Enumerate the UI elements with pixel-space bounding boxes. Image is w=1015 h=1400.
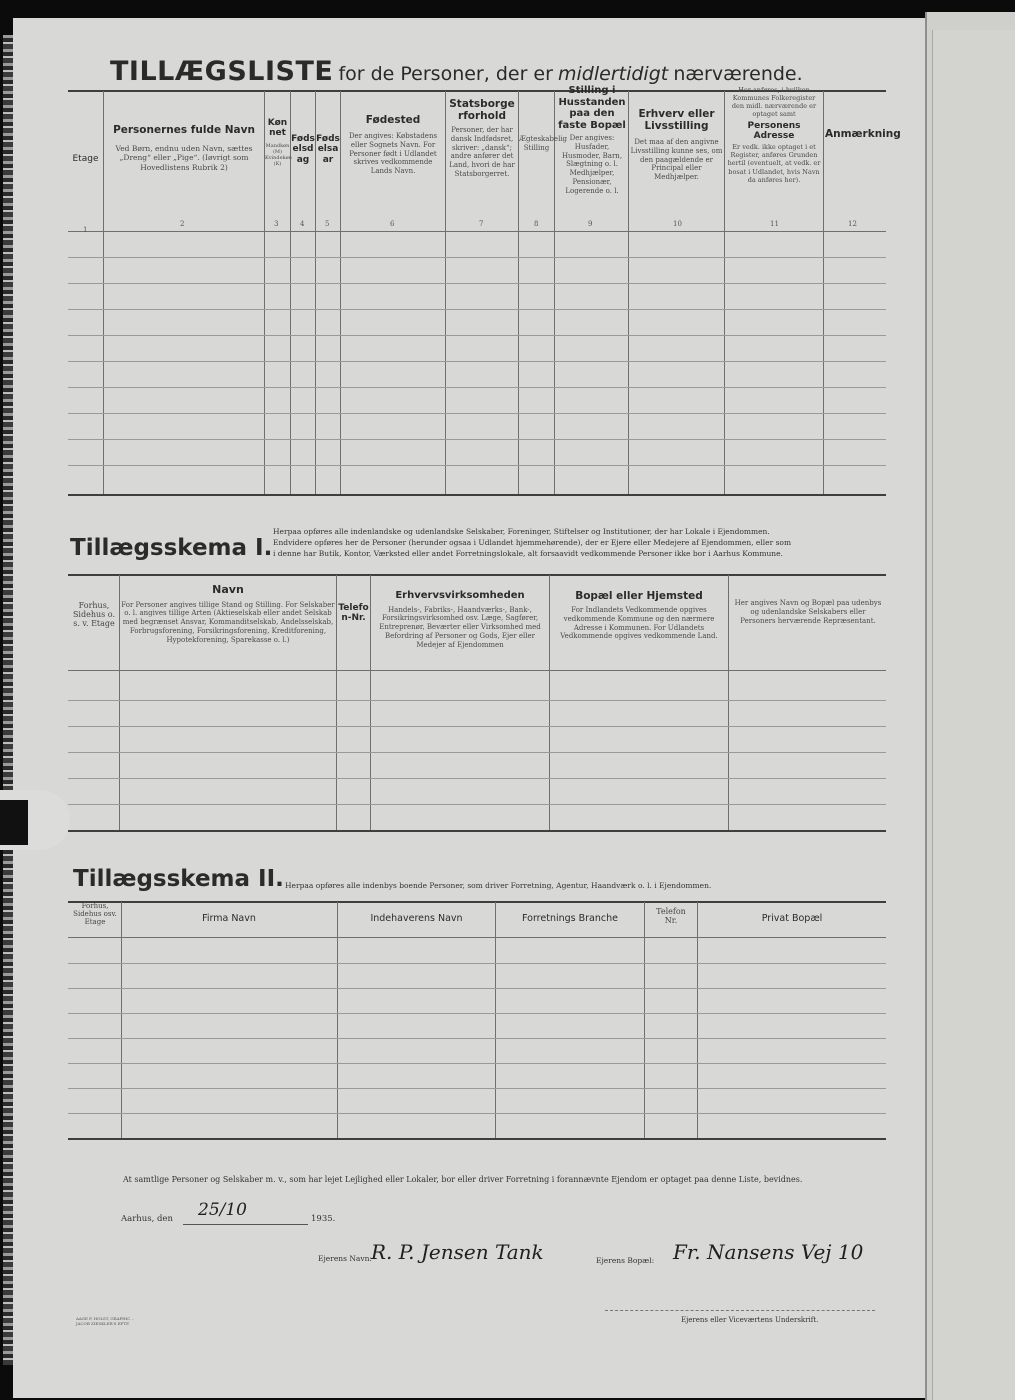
col-address-label: Personens Adresse xyxy=(747,120,801,141)
schema1-col-bopael-header xyxy=(551,590,727,641)
schema1-row-rule xyxy=(68,804,886,805)
schema2-col-indehaver: Indehaverens Navn xyxy=(370,913,463,924)
schema2-col-firma: Firma Navn xyxy=(202,913,256,924)
list-vrule xyxy=(103,91,104,494)
schema1-desc-line2: Endvidere opføres her de Personer (herunder ogsaa i Udlandet hjemmehørende), der er Ejere eller Medejere af Ejendommen, eller som xyxy=(273,537,792,547)
schema2-description: Herpaa opføres alle indenbys boende Personer, som driver Forretning, Agentur, Haandværk o. l. i Ejendommen. xyxy=(285,881,712,890)
schema1-col-erhverv-note: Handels-, Fabriks-, Haandværks-, Bank-, Forsikringsvirksomhed osv. Læge, Sagfører, Entreprenør, Beværter eller Virksomhed med Befordring af Personer og Gods, Ejer eller Medejer af Ejendommen xyxy=(379,605,541,649)
schema2-vrule xyxy=(121,902,122,1138)
date-line xyxy=(183,1224,308,1225)
schema1-vrule xyxy=(119,575,120,830)
title-rest-a: for de Personer, der er xyxy=(338,63,553,85)
schema1-col-erhverv-header xyxy=(372,590,548,649)
col-num-1: 1 xyxy=(83,226,88,234)
schema2-col-bopael: Privat Bopæl xyxy=(761,913,823,924)
schema2-row-rule xyxy=(68,1113,886,1114)
col-address-note2: Er vedk. ikke optaget i et Register, anføres Grunden hertil (eventuelt, at vedk. er bosat i Udlandet, hvis Navn da anføres her). xyxy=(727,143,821,184)
schema1-vrule xyxy=(370,575,371,830)
schema2-header-rule xyxy=(68,937,886,938)
col-num-7: 7 xyxy=(479,220,484,228)
col-name-header xyxy=(106,124,262,172)
schema1-col-navn-note: For Personer angives tillige Stand og Stilling. For Selskaber o. l. angives tillige Arten (Aktieselskab eller andet Selskab med begrænset Ansvar, Kommanditselskab, Andelsselskab, Forbrugsforening, Forsikringsforening, Kreditforening, Hypotekforening, Sparekasse o. l.) xyxy=(121,600,335,644)
schema1-col-erhverv: Erhvervsvirksomheden xyxy=(395,590,525,601)
title-main: TILLÆGSLISTE xyxy=(110,56,334,87)
schema1-col-etage: Forhus, Sidehus o. s. v. Etage xyxy=(72,601,116,629)
handwritten-owner-address: Fr. Nansens Vej 10 xyxy=(673,1240,864,1264)
col-household-label: Stilling i Husstanden paa den faste Bopæl xyxy=(558,85,626,131)
schema1-col-bopael: Bopæl eller Hjemsted xyxy=(575,590,703,602)
col-address-header xyxy=(726,86,822,184)
col-household-note: Der angives: Husfader, Husmoder, Barn, Slægtning o. l. Medhjælper, Pensionær, Logerende o. l. xyxy=(561,134,623,195)
col-occupation-note: Det maa af den angivne Livsstilling kunne ses, om den paagældende er Principal eller Medhjælper. xyxy=(630,138,723,182)
col-sex-label: Kønnet xyxy=(267,118,288,139)
list-vrule xyxy=(724,91,725,494)
col-birthyear-header: Fødselsaar xyxy=(316,134,340,165)
list-row-rule xyxy=(68,257,886,258)
certification-text: At samtlige Personer og Selskaber m. v., som har lejet Lejlighed eller Lokaler, bor eller driver Forretning i forannævnte Ejendom er optaget paa denne Liste, bevidnes. xyxy=(123,1175,803,1184)
list-bottom-rule xyxy=(68,494,886,496)
col-etage-header: Etage xyxy=(72,154,99,164)
col-address-note: Her anføres, i hvilken Kommunes Folkeregister den midl. nærværende er optaget samt xyxy=(731,86,817,119)
col-name-label: Personernes fulde Navn xyxy=(113,124,255,136)
list-vrule xyxy=(554,91,555,494)
schema1-col-bopael-note: For Indlandets Vedkommende opgives vedkommende Kommune og den nærmere Adresse i Kommunen. For Udlandets Vedkommende opgives vedkommende Land. xyxy=(560,606,718,641)
list-vrule xyxy=(445,91,446,494)
list-row-rule xyxy=(68,309,886,310)
schema2-row-rule xyxy=(68,1013,886,1014)
printer-imprint: AAGE P. HOLST, GRAPHIC – JACOB ZIESKLER'S EFTF. xyxy=(76,1316,134,1327)
schema1-desc-line1: Herpaa opføres alle indenlandske og udenlandske Selskaber, Foreninger, Stiftelser og Institutioner, der har Lokale i Ejendommen. xyxy=(273,527,770,536)
col-occupation-label: Erhverv eller Livsstilling xyxy=(638,108,715,133)
schema1-vrule xyxy=(728,575,729,830)
owner-name-label: Ejerens Navn: xyxy=(318,1254,372,1263)
col-birthplace-label: Fødested xyxy=(365,114,421,126)
list-row-rule xyxy=(68,465,886,466)
col-birthday-header: Fødselsdag xyxy=(291,134,315,165)
col-name-note: Ved Børn, endnu uden Navn, sættes „Dreng“ eller „Pige“. (Iøvrigt som Hovedlistens Rubrik 2) xyxy=(115,144,253,172)
col-num-11: 11 xyxy=(770,220,779,228)
col-citizenship-label: Statsborgerforhold xyxy=(449,98,515,123)
col-num-3: 3 xyxy=(274,220,279,228)
col-remark-header: Anmærkning xyxy=(825,128,901,140)
schema2-vrule xyxy=(697,902,698,1138)
col-num-6: 6 xyxy=(390,220,395,228)
schema2-row-rule xyxy=(68,1063,886,1064)
title-rest-c: nærværende. xyxy=(673,63,803,85)
page-tab-shadow xyxy=(0,800,28,845)
schema1-header-rule xyxy=(68,670,886,671)
schema2-vrule xyxy=(337,902,338,1138)
list-row-rule xyxy=(68,283,886,284)
title-rest-b: midlertidigt xyxy=(558,63,669,85)
schema2-row-rule xyxy=(68,1088,886,1089)
col-birthplace-header xyxy=(343,114,443,176)
schema2-vrule xyxy=(495,902,496,1138)
schema1-col-representant: Her angives Navn og Bopæl paa udenbys og udenlandske Selskabers eller Personers herværende Repræsentant. xyxy=(734,599,882,625)
list-vrule xyxy=(823,91,824,494)
col-num-12: 12 xyxy=(848,220,857,228)
schema2-col-branche: Forretnings Branche xyxy=(522,913,618,924)
col-household-header xyxy=(556,85,628,195)
col-sex-note: Mandkøn (M) Kvindekøn (K) xyxy=(265,142,292,168)
schema1-title: Tillægsskema I. xyxy=(70,535,273,561)
schema1-col-telefon: Telefon-Nr. xyxy=(338,603,369,624)
list-row-rule xyxy=(68,335,886,336)
schema1-row-rule xyxy=(68,726,886,727)
list-header-rule xyxy=(68,231,886,232)
schema1-top-rule xyxy=(68,574,886,576)
schema2-top-rule xyxy=(68,901,886,903)
col-citizenship-header xyxy=(447,98,517,179)
col-num-5: 5 xyxy=(325,220,330,228)
schema1-row-rule xyxy=(68,700,886,701)
col-birthplace-note: Der angives: Købstadens eller Sognets Navn. For Personer født i Udlandet skrives vedkommende Lands Navn. xyxy=(348,132,438,176)
col-occupation-header xyxy=(630,108,723,182)
list-vrule xyxy=(340,91,341,494)
schema1-desc-line3: i denne har Butik, Kontor, Værksted eller andet Forretningslokale, alt forsaavidt vedkommende Personer ikke bor i Aarhus Kommune. xyxy=(273,548,783,558)
place-label: Aarhus, den xyxy=(121,1214,173,1224)
col-num-4: 4 xyxy=(300,220,305,228)
schema1-bottom-rule xyxy=(68,830,886,832)
handwritten-owner-name: R. P. Jensen Tank xyxy=(371,1240,544,1264)
list-vrule xyxy=(628,91,629,494)
col-citizenship-note: Personer, der har dansk Indfødsret, skriver: „dansk“; andre anfører det Land, hvori de har Statsborgerret. xyxy=(449,126,515,178)
schema2-row-rule xyxy=(68,988,886,989)
list-row-rule xyxy=(68,387,886,388)
schema2-title: Tillægsskema II. xyxy=(73,866,284,892)
right-page-edge-inner xyxy=(932,30,1015,1400)
schema1-description xyxy=(273,527,893,560)
list-row-rule xyxy=(68,413,886,414)
schema2-col-telefon: Telefon Nr. xyxy=(656,907,686,926)
schema1-vrule xyxy=(336,575,337,830)
schema2-bottom-rule xyxy=(68,1138,886,1140)
col-num-9: 9 xyxy=(588,220,593,228)
schema2-vrule xyxy=(644,902,645,1138)
owner-address-label: Ejerens Bopæl: xyxy=(596,1256,655,1265)
col-num-2: 2 xyxy=(180,220,185,228)
handwritten-date: 25/10 xyxy=(198,1200,247,1220)
col-marital-header: Ægteskabelig Stilling xyxy=(519,135,568,152)
signature-label: Ejerens eller Viceværtens Underskrift. xyxy=(681,1316,819,1324)
col-sex-header xyxy=(265,118,290,168)
list-row-rule xyxy=(68,439,886,440)
schema1-col-navn-header xyxy=(121,584,335,644)
schema1-col-navn: Navn xyxy=(212,583,244,596)
schema2-row-rule xyxy=(68,963,886,964)
year-label: 1935. xyxy=(311,1214,336,1224)
form-page xyxy=(13,18,925,1398)
schema2-row-rule xyxy=(68,1038,886,1039)
list-row-rule xyxy=(68,361,886,362)
col-num-10: 10 xyxy=(673,220,682,228)
signature-line xyxy=(605,1310,875,1311)
schema2-col-etage: Forhus, Sidehus osv. Etage xyxy=(73,902,117,927)
schema1-row-rule xyxy=(68,778,886,779)
col-num-8: 8 xyxy=(534,220,539,228)
page-title xyxy=(110,56,910,87)
schema1-vrule xyxy=(549,575,550,830)
schema1-row-rule xyxy=(68,752,886,753)
